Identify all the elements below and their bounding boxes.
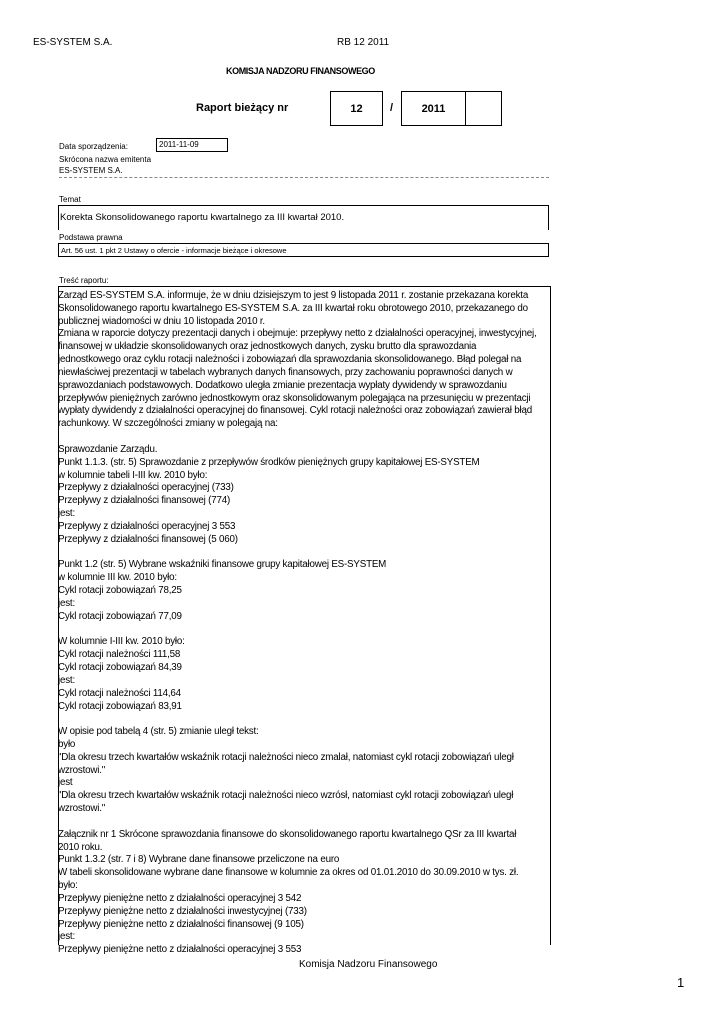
content-line: rachunkowy. W szczególności zmiany w polegają na:	[58, 418, 278, 430]
content-line: przepływów pieniężnych zarówno jednostkowym oraz skonsolidowanym polegająca na przesunięciu w prezentacji	[58, 392, 531, 404]
content-line: jest:	[58, 931, 75, 943]
content-line: Załącznik nr 1 Skrócone sprawozdania finansowe do skonsolidowanego raportu kwartalnego QSr za III kwartał	[58, 828, 517, 840]
content-line: było	[58, 738, 76, 750]
content-line: Przepływy z działalności finansowej (774)	[58, 495, 231, 507]
report-number-separator: /	[390, 102, 394, 114]
content-line: Punkt 1.3.2 (str. 7 i 8) Wybrane dane finansowe przeliczone na euro	[58, 854, 340, 866]
content-line: Przepływy z działalności operacyjnej 3 553	[58, 520, 236, 532]
content-line: jest:	[58, 508, 75, 520]
report-year-box	[401, 91, 466, 126]
content-line: Cykl rotacji zobowiązań 84,39	[58, 662, 182, 674]
content-line: publicznej wiadomości w dniu 10 listopada 2010 r.	[58, 315, 265, 327]
date-field	[156, 138, 228, 152]
content-line	[58, 624, 550, 637]
content-line: Cykl rotacji należności 114,64	[58, 687, 181, 699]
report-number: 12	[350, 103, 363, 115]
content-line: finansowej w układzie skonsolidowanych oraz jednostkowych danych, zysku brutto dla sprawozdania	[58, 341, 477, 353]
subject-rule	[58, 205, 549, 206]
date-label: Data sporządzenia:	[59, 142, 128, 151]
page-title: KOMISJA NADZORU FINANSOWEGO	[226, 66, 375, 76]
content-line: Cykl rotacji zobowiązań 83,91	[58, 700, 182, 712]
footer-authority: Komisja Nadzoru Finansowego	[299, 959, 438, 970]
content-line: w kolumnie III kw. 2010 było:	[58, 572, 177, 584]
content-line: było:	[58, 880, 78, 892]
content-line: sprawozdaniach podstawowych. Dodatkowo uległa zmianie prezentacja wypłaty dywidendy w sprawozdaniu	[58, 379, 507, 391]
report-number-box	[330, 91, 383, 126]
header-report-ref: RB 12 2011	[337, 37, 390, 48]
content-box	[58, 286, 551, 956]
content-line: Przepływy z działalności operacyjnej (733)	[58, 482, 234, 494]
header-company: ES-SYSTEM S.A.	[33, 37, 113, 48]
subject-right-rule	[548, 206, 549, 230]
basis-value: Art. 56 ust. 1 pkt 2 Ustawy o ofercie - informacje bieżące i okresowe	[61, 246, 287, 255]
content-line: "Dla okresu trzech kwartałów wskaźnik rotacji należności nieco wzrósł, natomiast cykl rotacji zobowiązań uległ	[58, 790, 514, 802]
page-number: 1	[677, 975, 685, 990]
content-line: 2010 roku.	[58, 841, 103, 853]
report-number-label: Raport bieżący nr	[196, 102, 289, 114]
content-line	[58, 431, 550, 444]
content-line: jest:	[58, 674, 75, 686]
subject-label: Temat	[59, 195, 81, 204]
content-line: W tabeli skonsolidowane wybrane dane finansowe w kolumnie za okres od 01.01.2010 do 30.09.2010 w tys. zł.	[58, 867, 519, 879]
content-line: wypłaty dywidendy z działalności operacyjnej do finansowej. Cykl rotacji należności oraz zobowiązań zawierał błąd	[58, 405, 533, 417]
content-line: Punkt 1.1.3. (str. 5) Sprawozdanie z przepływów środków pieniężnych grupy kapitałowej ES-SYSTEM	[58, 456, 480, 468]
issuer-value: ES-SYSTEM S.A.	[59, 166, 123, 175]
report-empty-box	[465, 91, 502, 126]
content-line: niewłaściwej prezentacji w tabelach wybranych danych finansowych, przy zachowaniu poprawności danych w	[58, 366, 513, 378]
issuer-label: Skrócona nazwa emitenta	[59, 155, 152, 164]
subject-left-rule	[58, 206, 59, 230]
content-line: "Dla okresu trzech kwartałów wskaźnik rotacji należności nieco zmalał, natomiast cykl rotacji zobowiązań uległ	[58, 751, 514, 763]
content-line: Przepływy pieniężne netto z działalności inwestycyjnej (733)	[58, 905, 307, 917]
issuer-field	[59, 166, 549, 178]
content-line: jednostkowego oraz cyklu rotacji należności i zobowiązań dla sprawozdania skonsolidowanego. Błąd polegał na	[58, 354, 522, 366]
content-line: w kolumnie tabeli I-III kw. 2010 było:	[58, 469, 208, 481]
content-line	[58, 547, 550, 560]
content-label: Treść raportu:	[59, 276, 109, 285]
content-line: wzrostowi."	[58, 764, 106, 776]
content-line: Cykl rotacji należności 111,58	[58, 649, 181, 661]
content-text	[58, 287, 550, 957]
content-line: Cykl rotacji zobowiązań 78,25	[58, 585, 182, 597]
content-line: W kolumnie I-III kw. 2010 było:	[58, 636, 185, 648]
subject-value: Korekta Skonsolidowanego raportu kwartalnego za III kwartał 2010.	[60, 212, 345, 223]
content-line: Przepływy pieniężne netto z działalności operacyjnej 3 542	[58, 892, 302, 904]
content-line: Zarząd ES-SYSTEM S.A. informuje, że w dniu dzisiejszym to jest 9 listopada 2011 r. zostanie przekazana korekta	[58, 290, 529, 301]
content-line: jest:	[58, 597, 75, 609]
content-line: Sprawozdanie Zarządu.	[58, 443, 158, 455]
content-line: Przepływy z działalności finansowej (5 060)	[58, 533, 238, 545]
content-line: Przepływy pieniężne netto z działalności operacyjnej 3 553	[58, 944, 302, 956]
content-line: Punkt 1.2 (str. 5) Wybrane wskaźniki finansowe grupy kapitałowej ES-SYSTEM	[58, 559, 387, 571]
content-line: W opisie pod tabelą 4 (str. 5) zmianie uległ tekst:	[58, 726, 259, 738]
date-value: 2011-11-09	[159, 140, 199, 149]
content-line	[58, 713, 550, 726]
content-line: wzrostowi."	[58, 803, 106, 815]
content-line: jest	[58, 777, 73, 789]
content-line	[58, 816, 550, 829]
basis-label: Podstawa prawna	[59, 233, 123, 242]
content-line: Przepływy pieniężne netto z działalności finansowej (9 105)	[58, 918, 304, 930]
content-line: Zmiana w raporcie dotyczy prezentacji danych i obejmuje: przepływy netto z działalności operacyjnej, inwestycyjnej,	[58, 328, 537, 340]
report-year: 2011	[421, 103, 446, 115]
basis-field	[58, 243, 549, 257]
content-line: Cykl rotacji zobowiązań 77,09	[58, 610, 182, 622]
content-line: Skonsolidowanego raportu kwartalnego ES-SYSTEM S.A. za III kwartał roku obrotowego 2010, przekazanego do	[58, 302, 528, 314]
